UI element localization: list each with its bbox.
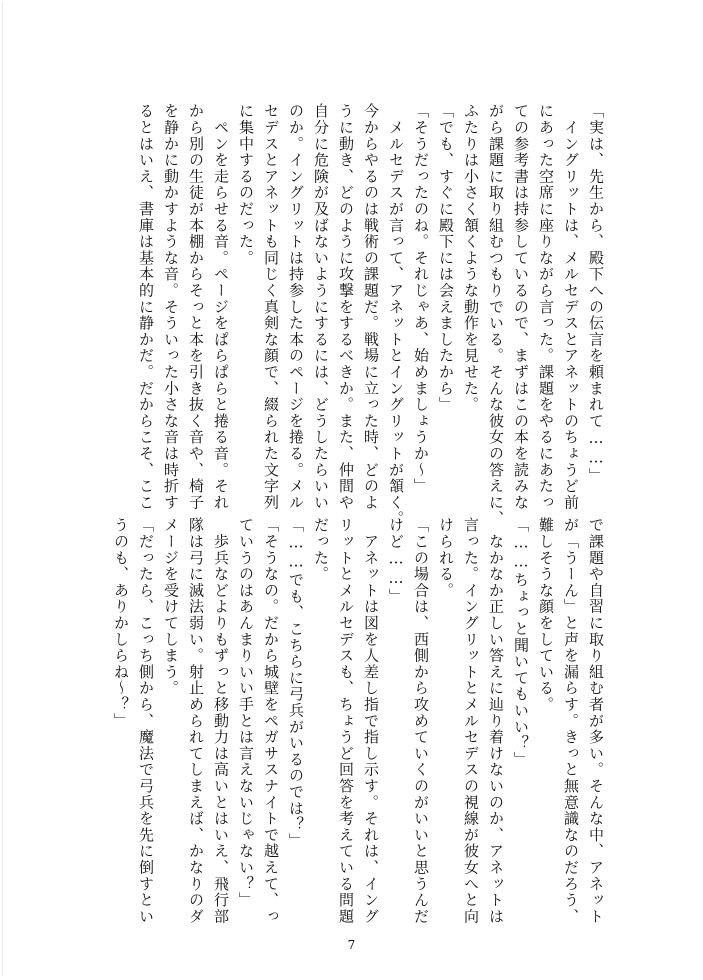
text-line: 言った。イングリットとメルセデスの視線が彼女へと向 bbox=[462, 517, 480, 925]
text-line: 自分に危険が及ばないようにするには、どうしたらいい bbox=[312, 103, 330, 511]
text-line: 「この場合は、西側から攻めていくのがいいと思うんだ bbox=[412, 517, 430, 925]
text-line: リットとメルセデスも、ちょうど回答を考えている問題 bbox=[337, 517, 355, 925]
text-line: ていうのはあんまりいい手とは言えないじゃない？」 bbox=[237, 517, 255, 909]
text-line: 隊は弓に滅法弱い。射止められてしまえば、かなりのダ bbox=[187, 517, 205, 925]
text-line: けられる。 bbox=[437, 517, 455, 599]
text-line: が「うーん」と声を漏らす。きっと無意識なのだろう、 bbox=[562, 517, 580, 925]
text-line: 「でも、すぐに殿下には会えましたから」 bbox=[437, 103, 455, 413]
text-line: のか。イングリットは持参した本のページを捲る。メル bbox=[287, 103, 305, 511]
text-line: アネットは図を人差し指で指し示す。それは、イング bbox=[362, 517, 380, 925]
text-line: イングリットは、メルセデスとアネットのちょうど前 bbox=[562, 103, 580, 511]
text-line: るとはいえ、書庫は基本的に静かだ。だからこそ、ここ bbox=[137, 103, 155, 511]
text-line: うのも、ありかしらね～？」 bbox=[112, 517, 130, 729]
text-line: 「そうだったのね。それじゃあ、始めましょうか～」 bbox=[412, 103, 430, 495]
text-line: セデスとアネットも同じく真剣な顔で、綴られた文字列 bbox=[262, 103, 280, 511]
text-line: がら課題に取り組むつもりでいる。そんな彼女の答えに、 bbox=[487, 103, 505, 527]
text-line: 「実は、先生から、殿下への伝言を頼まれて……」 bbox=[587, 103, 605, 484]
text-line: ペンを走らせる音。ページをぱらぱらと捲る音。それ bbox=[212, 103, 230, 511]
text-line: 「……でも、こちらに弓兵がいるのでは？」 bbox=[287, 517, 305, 849]
text-line: で課題や自習に取り組む者が多い。そんな中、アネット bbox=[587, 517, 605, 925]
text-line: を静かに動かすような音。そういった小さな音は時折す bbox=[162, 103, 180, 511]
text-line: 難しそうな顔をしている。 bbox=[537, 517, 555, 713]
text-line: 「……ちょっと聞いてもいい？」 bbox=[512, 517, 530, 768]
text-line: メルセデスが言って、アネットとイングリットが頷く。 bbox=[387, 103, 405, 527]
text-line: 「そうなの。だから城壁をペガサスナイトで越えて、っ bbox=[262, 517, 280, 925]
text-line: 今からやるのは戦術の課題だ。戦場に立った時、どのよ bbox=[362, 103, 380, 511]
text-line: けど……」 bbox=[387, 517, 405, 605]
text-line: に集中するのだった。 bbox=[237, 103, 255, 266]
text-line: ふたりは小さく頷くような動作を見せた。 bbox=[462, 103, 480, 413]
text-line: ての参考書は持参しているので、まずはこの本を読みな bbox=[512, 103, 530, 511]
text-block-bottom bbox=[108, 517, 608, 925]
text-line: うに動き、どのように攻撃をするべきか。また、仲間や bbox=[337, 103, 355, 511]
text-block-top bbox=[133, 103, 608, 527]
page-number: 7 bbox=[347, 938, 356, 952]
text-line: にあった空席に座りながら言った。課題をやるにあたっ bbox=[537, 103, 555, 511]
text-line: なかなか正しい答えに辿り着けないのか、アネットは bbox=[487, 517, 505, 925]
text-line: メージを受けてしまう。 bbox=[162, 517, 180, 697]
text-line: から別の生徒が本棚からそっと本を引き抜く音や、椅子 bbox=[187, 103, 205, 511]
text-line: 「だったら、こっち側から、魔法で弓兵を先に倒すとい bbox=[137, 517, 155, 925]
text-line: 歩兵などよりもずっと移動力は高いとはいえ、飛行部 bbox=[212, 517, 230, 925]
text-line: だった。 bbox=[312, 517, 330, 583]
